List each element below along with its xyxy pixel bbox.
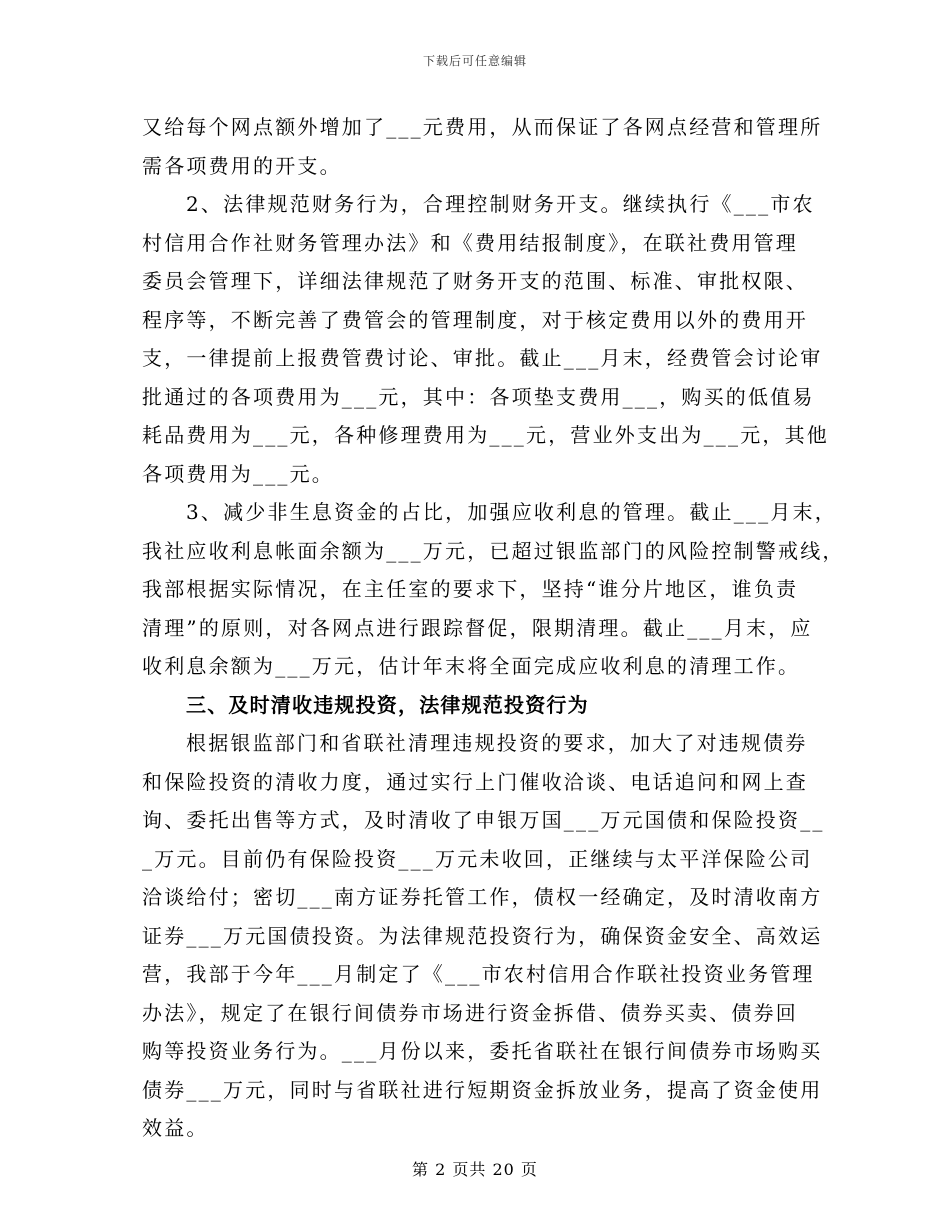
body-line: 耗品费用为___元，各种修理费用为___元，营业外支出为___元，其他 [142, 423, 829, 447]
body-line: 又给每个网点额外增加了___元费用，从而保证了各网点经营和管理所 [142, 115, 823, 139]
body-line: 购等投资业务行为。___月份以来，委托省联社在银行间债券市场购买 [142, 1039, 823, 1063]
body-line: 村信用合作社财务管理办法》和《费用结报制度》，在联社费用管理 [142, 230, 798, 255]
body-line: 委员会管理下，详细法律规范了财务开支的范围、标准、审批权限、 [142, 269, 808, 293]
body-line: 证券___万元国债投资。为法律规范投资行为，确保资金安全、高效运 [142, 923, 823, 948]
page-number: 第 2 页共 20 页 [412, 1160, 538, 1179]
body-line: 我社应收利息帐面余额为___万元，已超过银监部门的风险控制警戒线， [142, 538, 845, 563]
body-line: 我部根据实际情况，在主任室的要求下，坚持“谁分片地区，谁负责 [142, 577, 799, 601]
paragraph-start: 根据银监部门和省联社清理违规投资的要求，加大了对违规债券 [186, 731, 808, 755]
page-header: 下载后可任意编辑 [422, 54, 527, 68]
body-line: 需各项费用的开支。 [142, 153, 342, 178]
body-line: 营，我部于今年___月制定了《___市农村信用合作联社投资业务管理 [142, 962, 815, 986]
body-line: _万元。目前仍有保险投资___万元未收回，正继续与太平洋保险公司 [142, 846, 813, 871]
body-line: 洽谈给付；密切___南方证券托管工作，债权一经确定，及时清收南方 [142, 885, 823, 909]
body-line: 办法》，规定了在银行间债券市场进行资金拆借、债券买卖、债券回 [142, 1000, 798, 1025]
document-body [142, 108, 845, 1148]
paragraph-start: 3、减少非生息资金的占比，加强应收利息的管理。截止___月末， [186, 500, 837, 524]
section-heading: 三、及时清收违规投资，法律规范投资行为 [186, 692, 589, 717]
body-line: 程序等，不断完善了费管会的管理制度，对于核定费用以外的费用开 [142, 307, 808, 332]
body-line: 批通过的各项费用为___元，其中：各项垫支费用___，购买的低值易 [142, 384, 815, 409]
body-line: 支，一律提前上报费管费讨论、审批。截止___月末，经费管会讨论审 [142, 346, 823, 370]
body-line: 和保险投资的清收力度，通过实行上门催收洽谈、电话追问和网上查 [142, 769, 808, 794]
body-line: 收利息余额为___万元，估计年末将全面完成应收利息的清理工作。 [142, 654, 801, 678]
body-line: 各项费用为___元。 [142, 461, 334, 486]
body-line: 询、委托出售等方式，及时清收了申银万国___万元国债和保险投资__ [142, 808, 825, 832]
body-line: 债券___万元，同时与省联社进行短期资金拆放业务，提高了资金使用 [142, 1077, 823, 1102]
body-line: 效益。 [142, 1116, 209, 1140]
paragraph-start: 2、法律规范财务行为，合理控制财务开支。继续执行《___市农 [186, 192, 815, 216]
body-line: 清理”的原则，对各网点进行跟踪督促，限期清理。截止___月末，应 [142, 615, 813, 640]
